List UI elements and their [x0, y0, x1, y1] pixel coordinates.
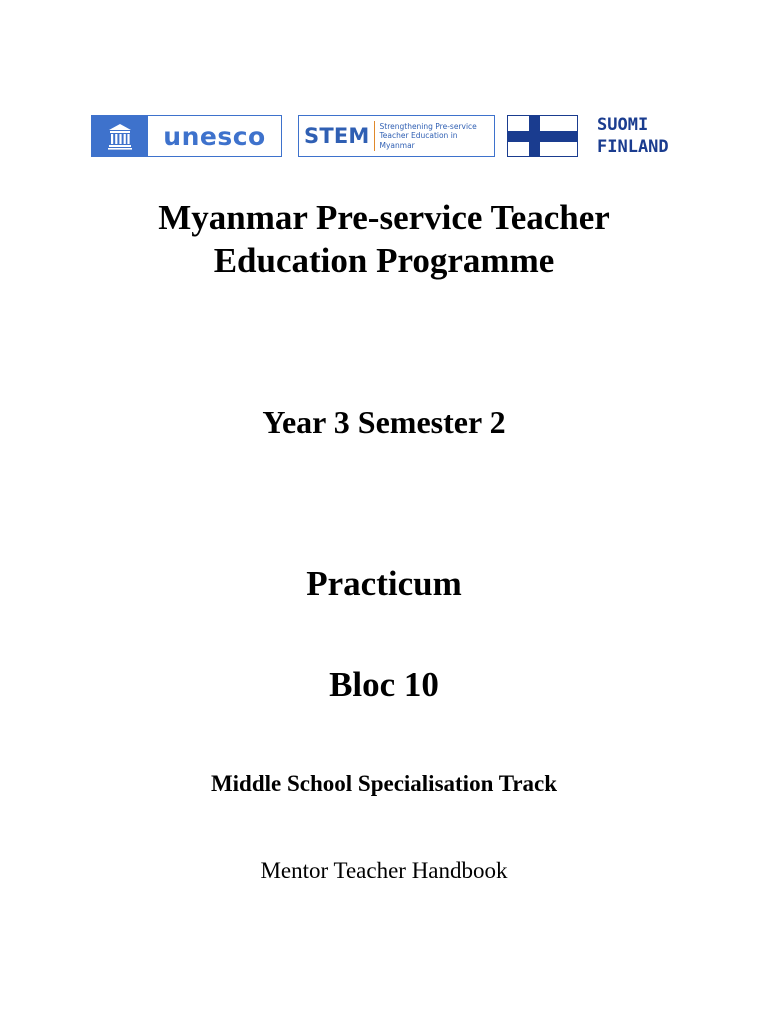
programme-title-line: Education Programme: [213, 241, 555, 280]
track-heading: Middle School Specialisation Track: [210, 771, 558, 796]
subject-heading: Practicum: [306, 564, 462, 603]
stem-wordmark: STEM: [304, 124, 370, 148]
stem-description-line: Myanmar: [379, 140, 415, 150]
finland-label: FINLAND: [597, 137, 669, 157]
stem-description: [380, 122, 477, 151]
semester-heading: Year 3 Semester 2: [262, 404, 506, 440]
programme-title-line: Myanmar Pre-service Teacher: [158, 198, 610, 237]
partner-logos: [91, 114, 691, 158]
finland-flag-icon: [507, 115, 578, 157]
unesco-wordmark: unesco: [147, 116, 281, 156]
stem-divider: [374, 121, 375, 151]
stem-description-line: Teacher Education in: [379, 131, 458, 141]
flag-cross-vertical: [529, 116, 540, 156]
unesco-logo: [91, 115, 282, 157]
suomi-label: SUOMI: [597, 115, 649, 135]
document-type: Mentor Teacher Handbook: [260, 858, 508, 883]
suomi-finland-wordmark: [597, 114, 669, 158]
temple-emblem-icon: [92, 116, 147, 156]
stem-description-line: Strengthening Pre-service: [379, 121, 477, 131]
stem-logo: [298, 115, 495, 157]
bloc-heading: Bloc 10: [329, 665, 439, 704]
flag-cross-horizontal: [508, 131, 577, 142]
programme-title: [0, 196, 768, 282]
